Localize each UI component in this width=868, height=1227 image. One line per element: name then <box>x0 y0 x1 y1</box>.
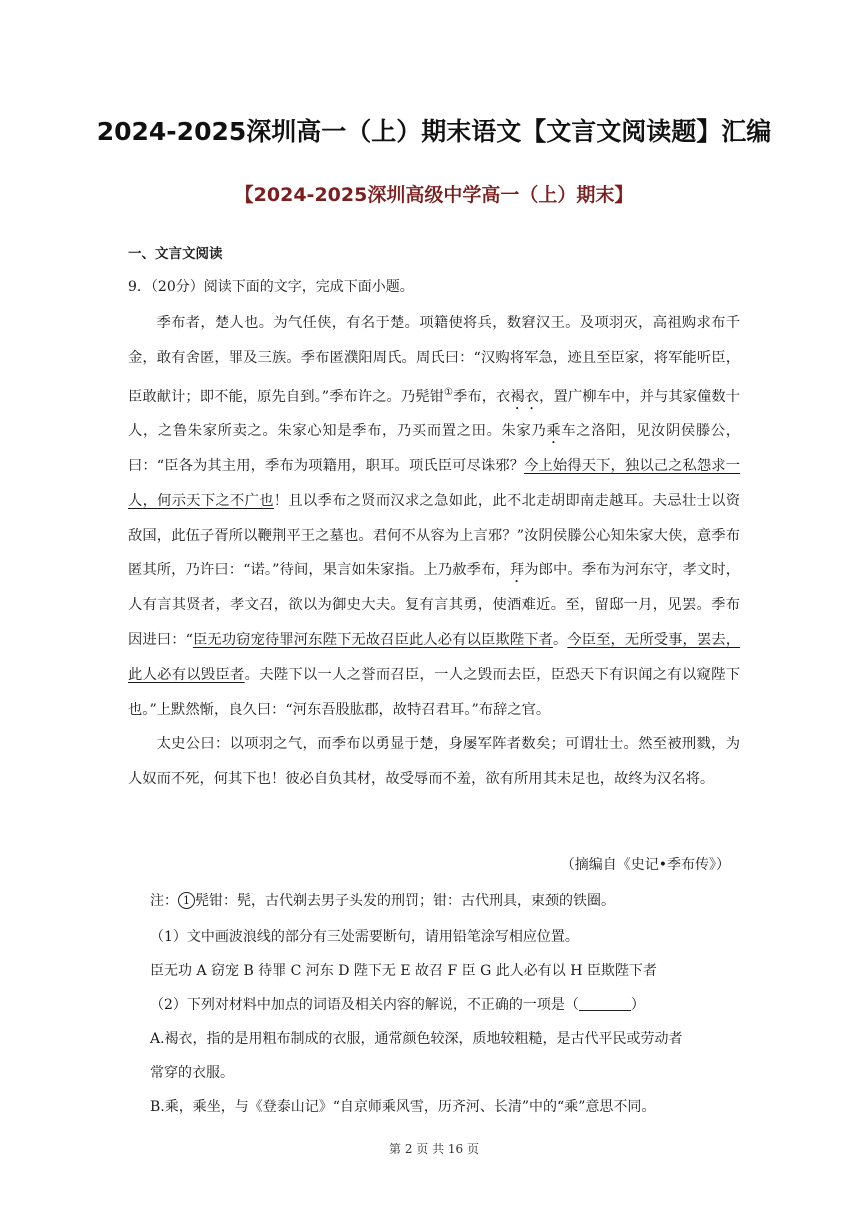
passage-paragraph-1: 季布者，楚人也。为气任侠，有名于楚。项籍使将兵，数窘汉王。及项羽灭，高祖购求布千金，敢有舍匿，罪及三族。季布匿濮阳周氏。周氏曰：“汉购将军急，迹且至臣家，将军能听臣，臣敢献计；即不能，原先自到。”季布许之。乃髡钳①季布，衣褐衣，置广柳车中，并与其家僮数十人，之鲁朱家所卖之。朱家心知是季布，乃买而置之田。朱家乃乘车之洛阳，见汝阴侯滕公，曰：“臣各为其主用，季布为项籍用，职耳。项氏臣可尽诛邪？今上始得天下，独以己之私怨求一人，何示天下之不广也！且以季布之贤而汉求之急如此，此不北走胡即南走越耳。夫忌壮士以资敌国，此伍子胥所以鞭荆平王之墓也。君何不从容为上言邪？”汝阴侯滕公心知朱家大侠，意季布匿其所，乃许曰：“诺。”待间，果言如朱家指。上乃赦季布，拜为郎中。季布为河东守，孝文时，人有言其贤者，孝文召，欲以为御史大夫。复有言其勇，使酒难近。至，留邸一月，见罢。季布因进曰：“臣无功窃宠待罪河东陛下无故召臣此人必有以臣欺陛下者。今臣至，无所受事，罢去，此人必有以毁臣者。夫陛下以一人之誉而召臣，一人之毁而去臣，臣恐天下有识闻之有以窥陛下也。”上默然惭，良久曰：“河东吾股肱郡，故特召君耳。”布辞之官。 <box>128 315 741 718</box>
question-1: （1）文中画波浪线的部分有三处需要断句，请用铅笔涂写相应位置。 <box>150 929 579 945</box>
page-footer: 第 2 页 共 16 页 <box>389 1142 479 1156</box>
document-title: 2024-2025深圳高一（上）期末语文【文言文阅读题】汇编 <box>96 117 772 146</box>
dotted-word-bai: 拜 <box>509 562 525 579</box>
footnote: 注： 1 髡钳：髡，古代剃去男子头发的刑罚；钳：古代刑具，束颈的铁圈。 <box>150 893 615 909</box>
document-subtitle: 【2024-2025深圳高级中学高一（上）期末】 <box>234 184 634 206</box>
dotted-word-heyi: 褐衣 <box>510 388 540 405</box>
section-heading: 一、文言文阅读 <box>128 246 223 262</box>
question-2: （2）下列对材料中加点的词语及相关内容的解说，不正确的一项是（ ） <box>150 997 645 1013</box>
wavy-line-sentence: 臣无功窃宠待罪河东陛下无故召臣此人必有以臣欺陛下者 <box>192 631 553 648</box>
underlined-sentence-1: 今上始得天下，独以己之私怨求一人，何示天下之不广也 <box>128 457 740 509</box>
question-1-options: 臣无功 A 窃宠 B 待罪 C 河东 D 陛下无 E 故召 F 臣 G 此人必有以 H 臣欺陛下者 <box>150 963 657 979</box>
footnote-marker: ① <box>443 386 453 398</box>
circled-number-icon: 1 <box>178 892 195 909</box>
dotted-word-cheng: 乘 <box>546 423 562 440</box>
source-citation: （摘编自《史记•季布传》） <box>560 857 730 873</box>
passage <box>128 306 740 797</box>
question-intro: 9．（20分）阅读下面的文字，完成下面小题。 <box>128 279 414 295</box>
option-b: B.乘，乘坐，与《登泰山记》“自京师乘风雪，历齐河、长清”中的“乘”意思不同。 <box>150 1099 656 1115</box>
option-a-line-1: A.褐衣，指的是用粗布制成的衣服，通常颜色较深，质地较粗糙，是古代平民或劳动者 <box>150 1031 683 1047</box>
answer-blank[interactable] <box>579 998 631 1011</box>
passage-paragraph-2: 太史公曰：以项羽之气，而季布以勇显于楚，身屡军阵者数矣；可谓壮士。然至被刑戮，为人奴而不死，何其下也！彼必自负其材，故受辱而不羞，欲有所用其未足也，故终为汉名将。 <box>128 736 740 788</box>
underlined-sentence-2: 今臣至，无所受事，罢去，此人必有以毁臣者 <box>128 631 741 683</box>
option-a-line-2: 常穿的衣服。 <box>150 1065 234 1081</box>
